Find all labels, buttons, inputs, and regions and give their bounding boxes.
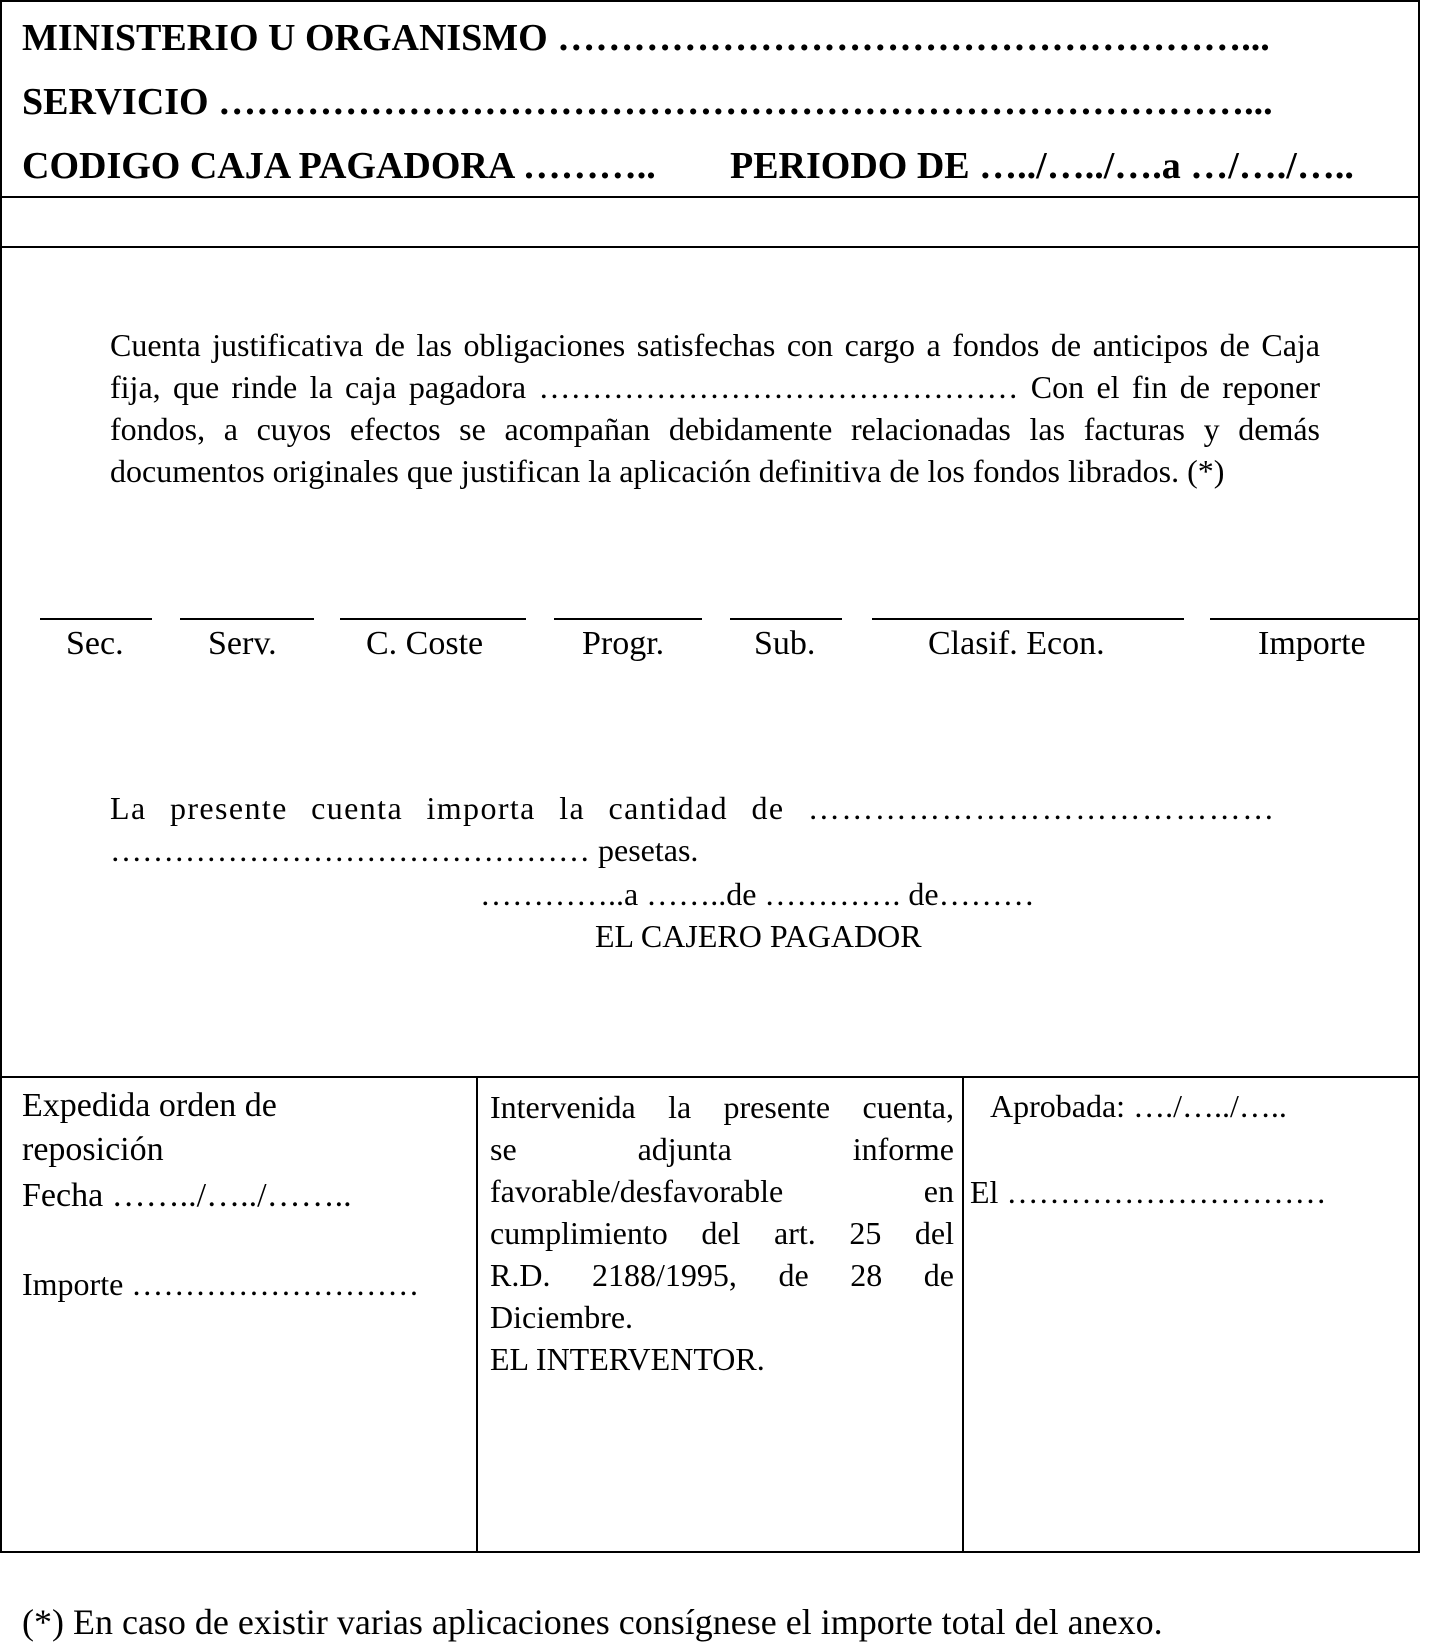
expedida-label: Expedida orden de bbox=[22, 1087, 277, 1124]
col-serv: Serv. bbox=[208, 625, 277, 662]
bottom-col-divider bbox=[476, 1076, 478, 1553]
col-importe: Importe bbox=[1258, 625, 1366, 662]
bottom-divider bbox=[0, 1076, 1420, 1078]
intervencion-line: favorable/desfavorable en bbox=[490, 1173, 954, 1209]
servicio-field: SERVICIO ………………………………………………………………………... bbox=[22, 81, 1273, 123]
intervencion-text bbox=[490, 1086, 954, 1380]
date-line: …………..a ……..de …………. de……… bbox=[480, 876, 1035, 912]
column-rule bbox=[730, 618, 842, 620]
col-sec: Sec. bbox=[66, 625, 124, 662]
header-divider-2 bbox=[0, 246, 1420, 248]
codigo-caja-field: CODIGO CAJA PAGADORA ……….. bbox=[22, 145, 656, 187]
amount-line-1: La presente cuenta importa la cantidad de …………………………………… bbox=[110, 790, 1276, 826]
intervencion-line: Diciembre. bbox=[490, 1299, 634, 1335]
fecha-field: Fecha ……../…../…….. bbox=[22, 1177, 352, 1214]
column-rule bbox=[872, 618, 1184, 620]
column-rule bbox=[554, 618, 702, 620]
column-rule bbox=[340, 618, 526, 620]
column-rule bbox=[40, 618, 152, 620]
col-c-coste: C. Coste bbox=[366, 625, 484, 662]
column-rule bbox=[180, 618, 314, 620]
footnote: (*) En caso de existir varias aplicaciones consígnese el importe total del anexo. bbox=[22, 1602, 1163, 1642]
el-field: El ………………………… bbox=[970, 1174, 1327, 1210]
justification-paragraph: Cuenta justificativa de las obligaciones satisfechas con cargo a fondos de anticipos de Caja fija, que rinde la caja pagadora ……………………………………… Con el fin de reponer fondos, a cuyos efectos se acompañan debidamente relacionadas las facturas y demás documentos originales que justifican la aplicación definitiva de los fondos librados. (*) bbox=[110, 327, 1320, 489]
cajero-signature-label: EL CAJERO PAGADOR bbox=[595, 918, 922, 954]
col-sub: Sub. bbox=[754, 625, 816, 662]
bottom-col-divider bbox=[962, 1076, 964, 1553]
column-rule bbox=[1210, 618, 1420, 620]
intervencion-line: cumplimiento del art. 25 del bbox=[490, 1215, 954, 1251]
amount-line-2: ……………………………………… pesetas. bbox=[110, 832, 699, 868]
aprobada-field: Aprobada: …./…../….. bbox=[990, 1088, 1287, 1124]
intervencion-line: R.D. 2188/1995, de 28 de bbox=[490, 1257, 954, 1293]
intervencion-line: se adjunta informe bbox=[490, 1131, 954, 1167]
intervencion-line: Intervenida la presente cuenta, bbox=[490, 1089, 954, 1125]
col-progr: Progr. bbox=[582, 625, 665, 662]
interventor-signature-label: EL INTERVENTOR. bbox=[490, 1341, 765, 1377]
ministerio-field: MINISTERIO U ORGANISMO ………………………………………………... bbox=[22, 17, 1270, 59]
col-clasif-econ: Clasif. Econ. bbox=[928, 625, 1105, 662]
reposicion-label: reposición bbox=[22, 1131, 164, 1168]
importe-field: Importe ……………………… bbox=[22, 1266, 420, 1302]
header-divider bbox=[0, 196, 1420, 198]
periodo-field: PERIODO DE …../…../….a …/…./….. bbox=[730, 145, 1354, 187]
